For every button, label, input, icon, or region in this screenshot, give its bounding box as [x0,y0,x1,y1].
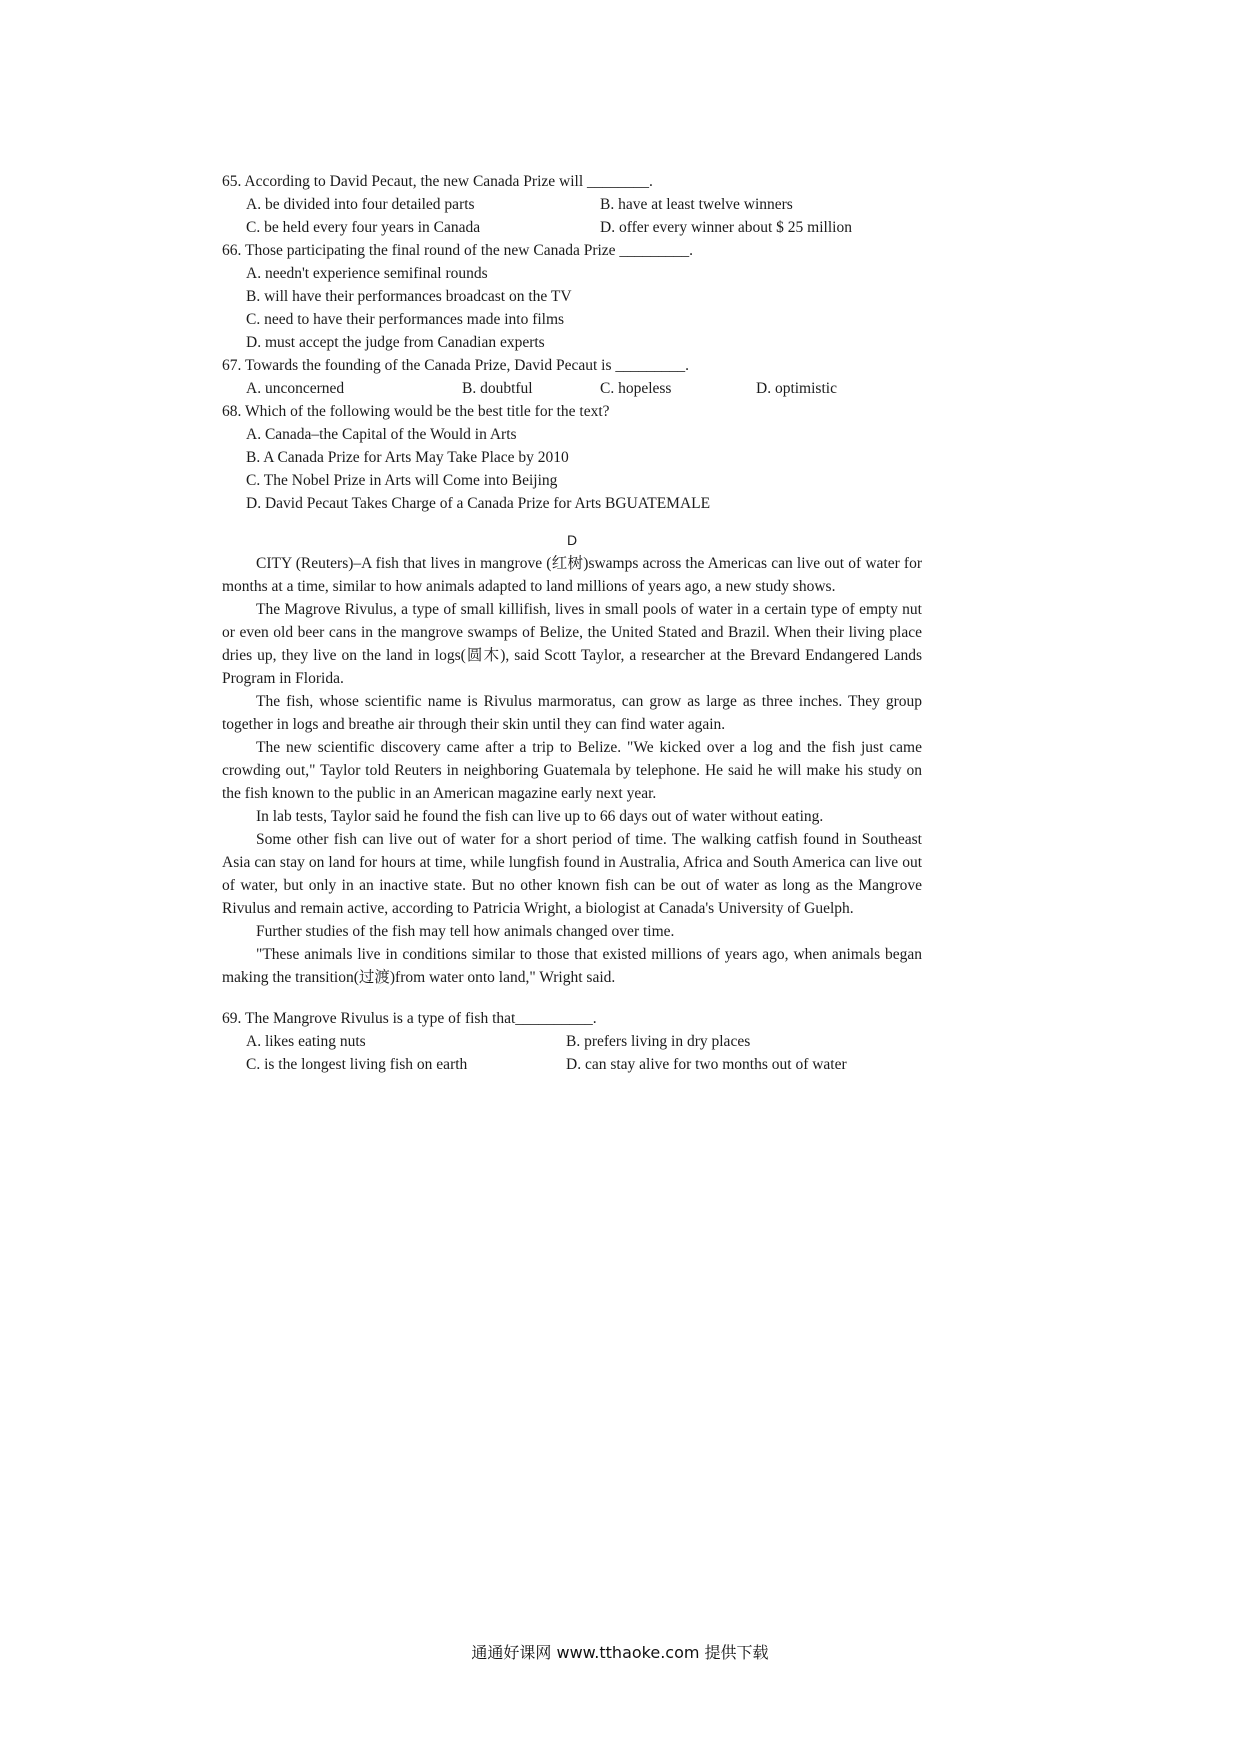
option-68-c: C. The Nobel Prize in Arts will Come into Beijing [246,472,558,489]
option-69-c: C. is the longest living fish on earth [246,1056,468,1073]
option-65-a: A. be divided into four detailed parts [246,196,475,213]
passage-paragraph-2: The Magrove Rivulus, a type of small killifish, lives in small pools of water in a certain type of empty nut or even old beer cans in the mangrove swamps of Belize, the United Stated and Brazil. When their living place dries up, they live on the land in logs(圆木), said Scott Taylor, a researcher at the Brevard Endangered Lands Program in Florida. [222,601,922,687]
option-69-a: A. likes eating nuts [246,1033,366,1050]
question-67-stem: 67. Towards the founding of the Canada Prize, David Pecaut is _________. [222,357,689,374]
passage-paragraph-4: The new scientific discovery came after a trip to Belize. "We kicked over a log and the fish just came crowding out," Taylor told Reuters in neighboring Guatemala by telephone. He said he will make his study on the fish known to the public in an American magazine early next year. [222,739,922,802]
question-69-stem: 69. The Mangrove Rivulus is a type of fish that__________. [222,1010,597,1027]
option-69-d: D. can stay alive for two months out of water [566,1056,847,1073]
question-68-stem: 68. Which of the following would be the best title for the text? [222,403,610,420]
option-69-b: B. prefers living in dry places [566,1033,751,1050]
option-67-d: D. optimistic [756,380,837,397]
passage-paragraph-5: In lab tests, Taylor said he found the fish can live up to 66 days out of water without eating. [256,808,824,825]
option-68-a: A. Canada–the Capital of the Would in Arts [246,426,517,443]
spacer [222,989,922,1007]
option-66-a: A. needn't experience semifinal rounds [246,265,488,282]
option-66-d: D. must accept the judge from Canadian experts [246,334,545,351]
option-65-d: D. offer every winner about $ 25 million [600,219,852,236]
option-67-b: B. doubtful [462,380,533,397]
option-68-b: B. A Canada Prize for Arts May Take Place by 2010 [246,449,569,466]
passage-paragraph-8: "These animals live in conditions similar to those that existed millions of years ago, when animals began making the transition(过渡)from water onto land," Wright said. [222,946,922,986]
question-66-stem: 66. Those participating the final round of the new Canada Prize _________. [222,242,694,259]
page-footer: 通通好课网 www.tthaoke.com 提供下载 [471,1643,769,1662]
passage-paragraph-6: Some other fish can live out of water for a short period of time. The walking catfish found in Southeast Asia can stay on land for hours at time, while lungfish found in Australia, Africa and South America can live out of water, but only in an inactive state. But no other known fish can be out of water as long as the Mangrove Rivulus and remain active, according to Patricia Wright, a biologist at Canada's University of Guelph. [222,831,922,917]
option-65-c: C. be held every four years in Canada [246,219,481,236]
passage-paragraph-3: The fish, whose scientific name is Rivulus marmoratus, can grow as large as three inches. They group together in logs and breathe air through their skin until they can find water again. [222,693,922,733]
exam-content [222,170,922,1076]
question-69-options-row-1 [222,1030,922,1053]
question-67-options-row [222,377,922,400]
option-66-b: B. will have their performances broadcast on the TV [246,288,572,305]
option-68-d: D. David Pecaut Takes Charge of a Canada Prize for Arts BGUATEMALE [246,495,711,512]
section-d-title: D [566,532,578,548]
question-65-stem: 65. According to David Pecaut, the new Canada Prize will ________. [222,173,653,190]
question-69-options-row-2 [222,1053,922,1076]
question-65-options-row-1 [222,193,922,216]
option-67-a: A. unconcerned [246,380,345,397]
option-65-b: B. have at least twelve winners [600,196,793,213]
passage-paragraph-7: Further studies of the fish may tell how animals changed over time. [256,923,675,940]
option-66-c: C. need to have their performances made into films [246,311,565,328]
option-67-c: C. hopeless [600,380,672,397]
question-65-options-row-2 [222,216,922,239]
passage-paragraph-1: CITY (Reuters)–A fish that lives in mangrove (红树)swamps across the Americas can live out of water for months at a time, similar to how animals adapted to land millions of years ago, a new study shows. [222,555,922,595]
